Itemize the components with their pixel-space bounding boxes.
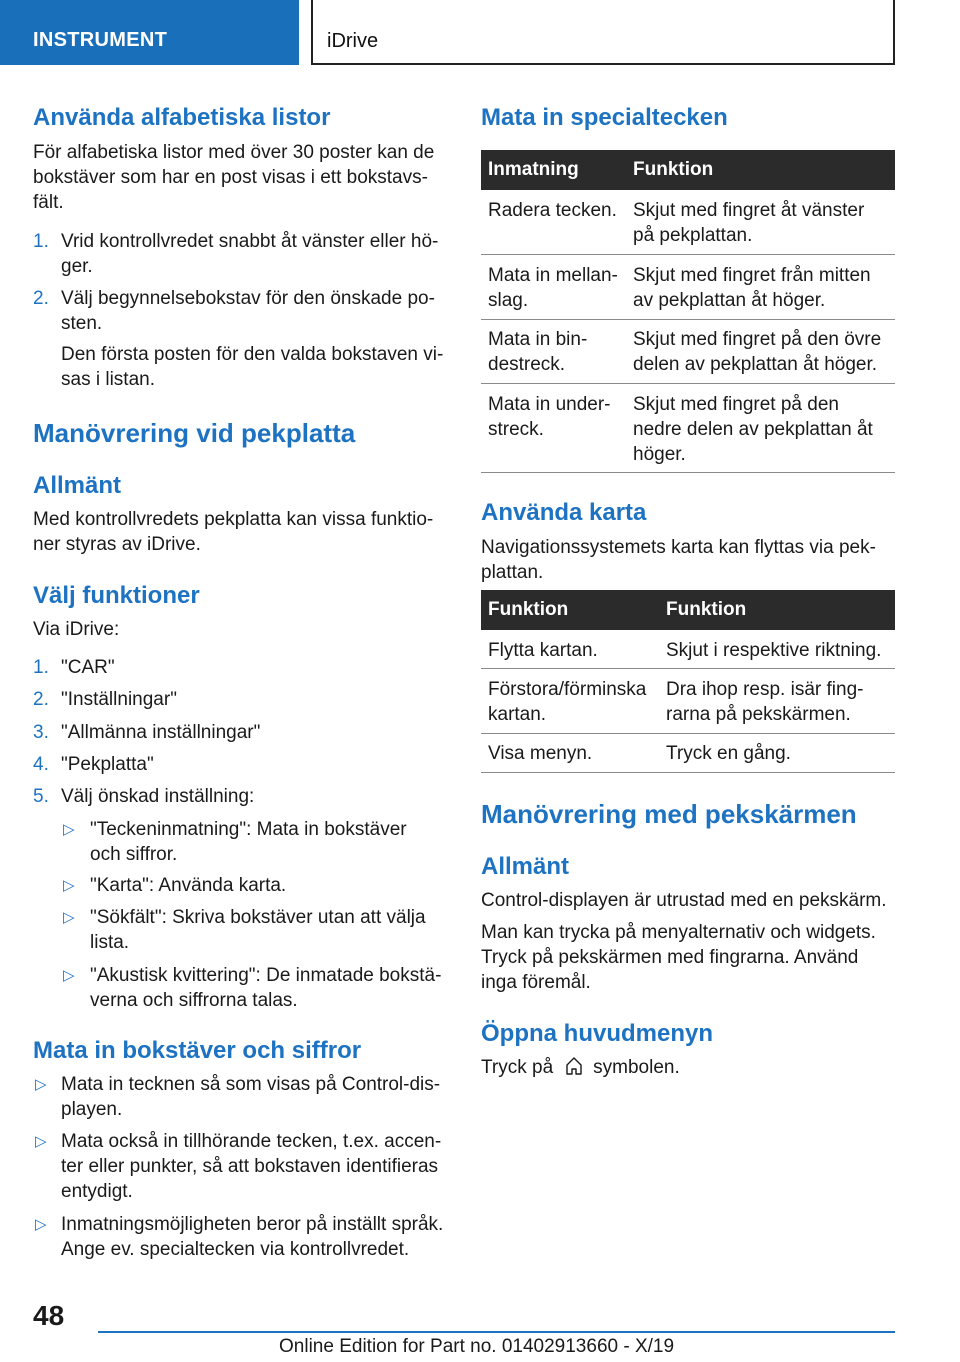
map-text [481,535,876,585]
letters-bullet-2 [61,1129,441,1204]
heading-open-main-menu: Öppna huvudmenyn [481,1020,714,1047]
bullet-triangle-icon: ▷ [35,1133,47,1150]
text-line: Vrid kontrollvredet snabbt åt vänster eller hö- [61,231,439,252]
table-header-cell: Funktion [666,599,747,620]
text-line: ner styras av iDrive. [33,534,201,555]
text-line: verna och siffrorna talas. [90,990,298,1011]
text-line: Inmatningsmöjligheten beror på inställt språk. [61,1214,444,1235]
step-number: 3. [33,722,49,743]
text-line: Ange ev. specialtecken via kontrollvredet. [61,1239,410,1260]
table-cell [488,741,592,766]
table-row-divider [481,319,895,320]
letters-bullet-1 [61,1072,440,1122]
table-cell [488,198,617,223]
text-line: "Sökfält": Skriva bokstäver utan att välja [90,907,426,928]
text-line: streck. [488,419,544,440]
text-line: Förstora/förminska [488,679,647,700]
alpha-note [61,342,443,392]
step-number: 2. [33,288,49,309]
text-line: destreck. [488,354,566,375]
header-chapter-label: iDrive [327,30,379,52]
select-step-2: "Inställningar" [61,689,177,710]
heading-letters-digits: Mata in bokstäver och siffror [33,1037,362,1064]
text-segment: Tryck på [481,1057,554,1078]
table-header-cell: Funktion [633,159,714,180]
text-line: Radera tecken. [488,200,617,221]
table-cell [633,327,881,377]
table-cell [633,392,873,467]
step-number: 1. [33,657,49,678]
text-line: Flytta kartan. [488,640,598,661]
text-line: Visa menyn. [488,743,593,764]
step-number: 4. [33,754,49,775]
select-intro: Via iDrive: [33,619,120,640]
text-line: sten. [61,313,103,334]
text-line: Tryck på pekskärmen med fingrarna. Använd [481,947,859,968]
map-table-header [481,590,895,630]
table-row-divider [481,254,895,255]
alpha-intro [33,140,453,215]
text-line: slag. [488,290,529,311]
text-line: delen av pekplattan åt höger. [633,354,878,375]
text-line: lista. [90,932,130,953]
home-icon [565,1056,583,1083]
table-cell [633,263,871,313]
text-line: sas i listan. [61,369,155,390]
text-line: Man kan trycka på menyalternativ och widgets. [481,922,876,943]
table-cell [488,263,618,313]
table-row-divider [481,772,895,773]
text-line: För alfabetiska listor med över 30 poster kan de [33,142,435,163]
table-header-cell: Funktion [488,599,569,620]
text-line: ter eller punkter, så att bokstaven identifieras [61,1156,439,1177]
text-line: "Akustisk kvittering": De inmatade bokstä- [90,965,442,986]
step-number: 2. [33,689,49,710]
table-row-divider [481,472,895,473]
heading-general-touch: Allmänt [481,853,570,880]
table-cell [633,198,864,248]
text-line: "Teckeninmatning": Mata in bokstäver [90,819,407,840]
text-line: rarna på pekskärmen. [666,704,851,725]
table-row-divider [481,733,895,734]
bullet-triangle-icon: ▷ [63,967,75,984]
text-line: Mata in mellan- [488,265,618,286]
footer-divider [98,1331,895,1333]
text-line: på pekplattan. [633,225,753,246]
text-line: ger. [61,256,93,277]
text-line: Mata in under- [488,394,611,415]
table-cell [666,638,881,663]
bullet-triangle-icon: ▷ [63,821,75,838]
select-step-5: Välj önskad inställning: [61,786,255,807]
touch-text [481,920,876,995]
table-cell [488,392,611,442]
special-table-header [481,150,895,190]
text-line: Skjut med fingret på den [633,394,839,415]
text-line: av pekplattan åt höger. [633,290,826,311]
general-text [33,507,433,557]
heading-alphabetical-lists: Använda alfabetiska listor [33,104,331,131]
select-step-3: "Allmänna inställningar" [61,722,261,743]
text-line: och siffror. [90,844,178,865]
text-line: Skjut i respektive riktning. [666,640,882,661]
letters-bullet-3 [61,1212,443,1262]
step-number: 5. [33,786,49,807]
table-cell [488,327,587,377]
text-line: playen. [61,1099,123,1120]
text-line: plattan. [481,562,544,583]
table-cell [666,677,863,727]
text-line: inga föremål. [481,972,591,993]
select-step-1: "CAR" [61,657,115,678]
main-menu-instruction [481,1055,680,1083]
table-cell [666,741,791,766]
text-line: Mata också in tillhörande tecken, t.ex. accen- [61,1131,442,1152]
text-line: Den första posten för den valda bokstaven vi- [61,344,444,365]
bullet-triangle-icon: ▷ [63,877,75,894]
header-chapter-tab [311,0,895,65]
text-line: Med kontrollvredets pekplatta kan vissa funktio- [33,509,434,530]
text-line: "Karta": Använda karta. [90,875,287,896]
header-section-label: INSTRUMENT [33,29,168,51]
header-section-tab [0,0,299,65]
text-line: Mata in bin- [488,329,588,350]
text-line: Skjut med fingret på den övre [633,329,882,350]
table-cell [488,677,646,727]
select-step-4: "Pekplatta" [61,754,154,775]
heading-use-map: Använda karta [481,499,647,526]
select-bullet-2 [90,873,286,898]
text-line: Navigationssystemets karta kan flyttas via pek- [481,537,876,558]
table-row-divider [481,383,895,384]
text-line: entydigt. [61,1181,133,1202]
text-line: Skjut med fingret åt vänster [633,200,865,221]
step-number: 1. [33,231,49,252]
select-bullet-4 [90,963,441,1013]
text-line: höger. [633,444,686,465]
bullet-triangle-icon: ▷ [35,1216,47,1233]
text-line: kartan. [488,704,547,725]
text-line: Dra ihop resp. isär fing- [666,679,864,700]
table-cell [488,638,598,663]
text-line: Välj begynnelsebokstav för den önskade po- [61,288,435,309]
alpha-step-1 [61,229,438,279]
alpha-step-2 [61,286,435,336]
table-header-cell: Inmatning [488,159,579,180]
heading-touchpad: Manövrering vid pekplatta [33,418,356,448]
footer-edition: Online Edition for Part no. 01402913660 - X/19 [279,1336,675,1357]
text-line: Skjut med fingret från mitten [633,265,871,286]
table-row-divider [481,668,895,669]
text-line: Mata in tecknen så som visas på Control-dis- [61,1074,441,1095]
heading-general: Allmänt [33,472,122,499]
text-line: fält. [33,192,64,213]
text-line: Tryck en gång. [666,743,791,764]
text-line: nedre delen av pekplattan åt [633,419,873,440]
touch-general-text: Control-displayen är utrustad med en pekskärm. [481,890,887,911]
bullet-triangle-icon: ▷ [35,1076,47,1093]
heading-special-characters: Mata in specialtecken [481,104,728,131]
heading-touchscreen: Manövrering med pekskärmen [481,799,857,829]
bullet-triangle-icon: ▷ [63,909,75,926]
heading-select-functions: Välj funktioner [33,582,200,609]
select-bullet-1 [90,817,407,867]
text-line: bokstäver som har en post visas i ett bokstavs- [33,167,428,188]
page-number: 48 [33,1300,65,1331]
text-segment: symbolen. [593,1057,680,1078]
select-bullet-3 [90,905,426,955]
